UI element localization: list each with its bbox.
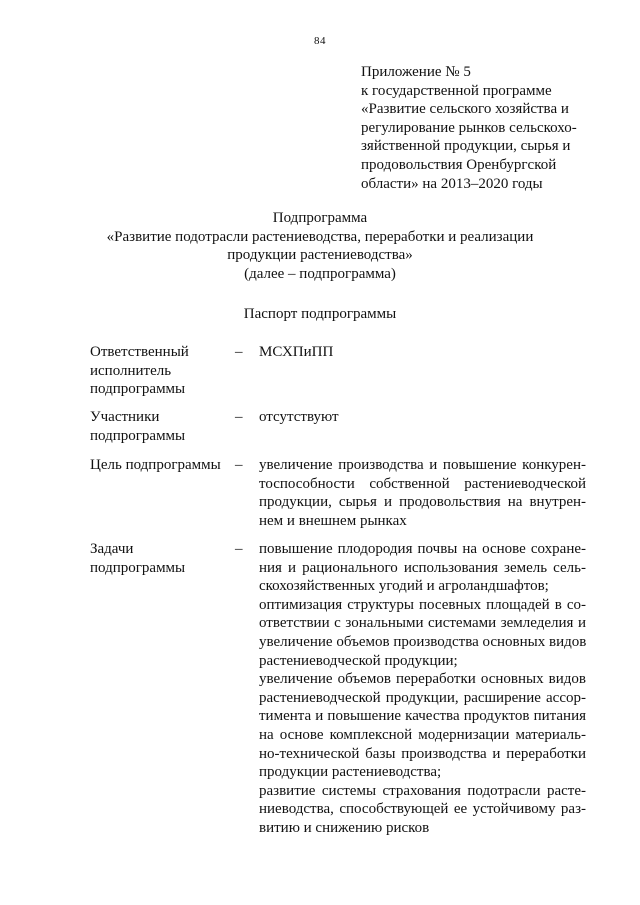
appendix-line: к государственной программе — [361, 82, 552, 99]
page-number: 84 — [314, 35, 326, 47]
appendix-line: зяйственной продукции, сырья и — [361, 138, 571, 155]
row-value: повышение плодородия почвы на основе сохране- ния и рационального использования земель сель- скохозяйственных угодий и агроландшафтов; оптимизация структуры посевных площадей в со- ответствии с зональными системами земледелия и увеличение объемов производства основных видов растениеводческой продукции; увеличение объемов переработки основных видов растениеводческой продукции, расширение ассор- тимента и повышение качества продуктов питания на основе комплексной модернизации материаль- но-технической базы производства и переработки продукции растениеводства; развитие системы страхования подотрасли расте- ниеводства, способствующей ее устойчивому раз- витию и снижению рисков — [259, 541, 587, 836]
appendix-line: продовольствия Оренбургской — [361, 156, 557, 173]
subprogram-name-line: продукции растениеводства» — [227, 247, 413, 264]
passport-title: Паспорт подпрограммы — [243, 306, 397, 322]
subprogram-note: (далее – подпрограмма) — [244, 265, 396, 282]
row-label: Цель подпрограммы — [90, 457, 221, 473]
appendix-line: Приложение № 5 — [361, 64, 471, 80]
subprogram-name-line: «Развитие подотрасли растениеводства, переработки и реализации — [106, 228, 534, 245]
row-dash: – — [235, 409, 243, 425]
appendix-line: «Развитие сельского хозяйства и — [361, 101, 569, 118]
row-label: Задачи подпрограммы — [90, 541, 186, 576]
row-value: увеличение производства и повышение конкурен- тоспособности собственной растениеводческой продукции, сырья и продовольствия на внутрен- нем и внешнем рынках — [259, 457, 586, 529]
subprogram-title: Подпрограмма — [272, 210, 368, 226]
subprogram-heading — [0, 209, 640, 283]
appendix-line: области» на 2013–2020 годы — [361, 175, 543, 192]
appendix-reference — [361, 63, 611, 193]
row-dash: – — [235, 457, 243, 473]
row-value: отсутствуют — [259, 409, 339, 425]
appendix-line: регулирование рынков сельскохо- — [361, 119, 577, 136]
row-dash: – — [235, 344, 243, 360]
row-dash: – — [235, 541, 243, 557]
row-label: Участники подпрограммы — [90, 409, 186, 444]
row-label: Ответственный исполнитель подпрограммы — [90, 344, 189, 398]
row-value: МСХПиПП — [259, 344, 334, 360]
